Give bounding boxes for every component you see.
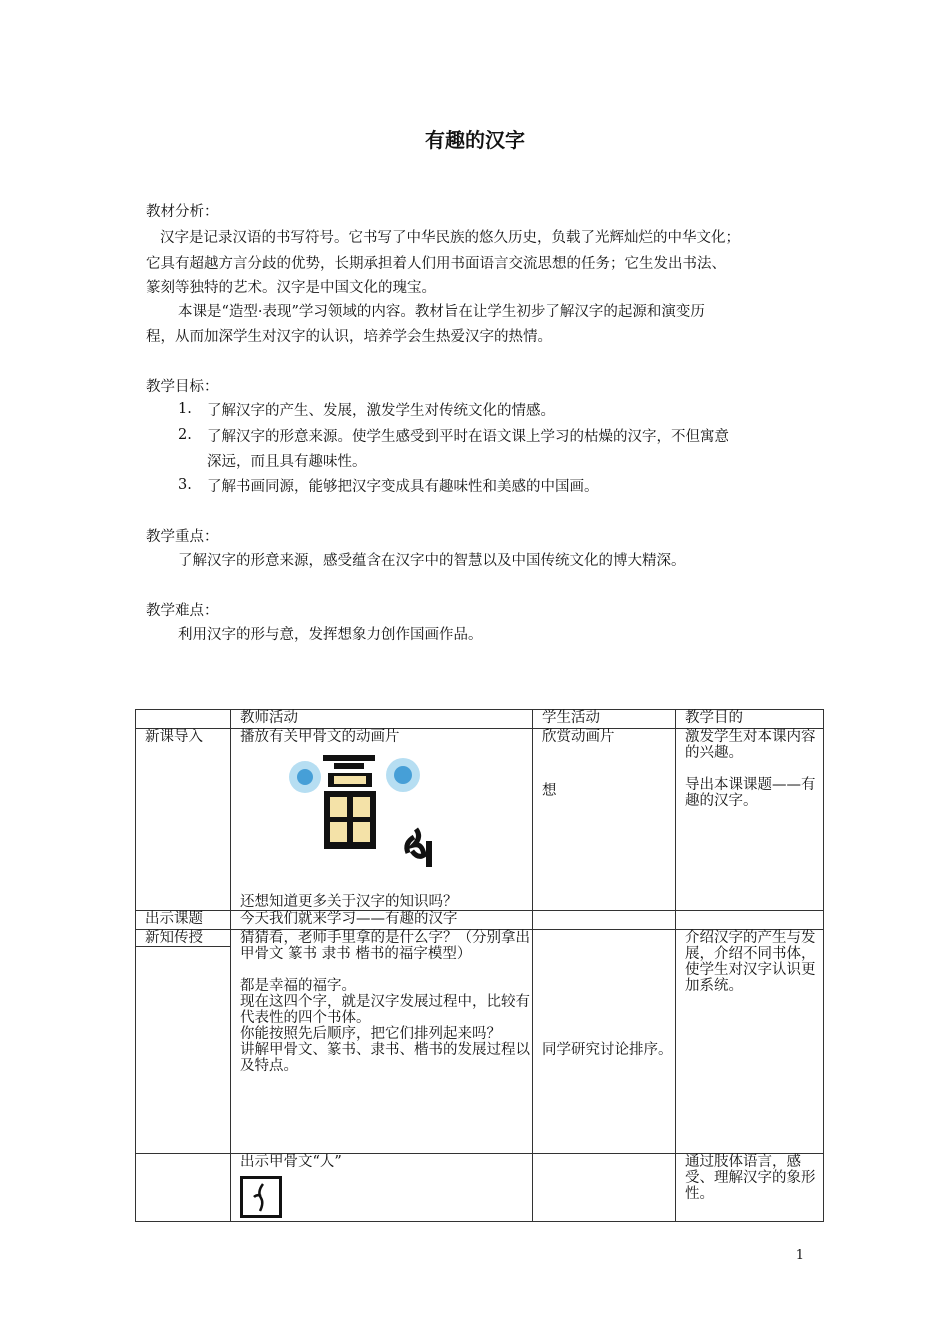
table-row: [136, 1154, 824, 1222]
teacher-text: 都是幸福的福字。: [240, 978, 356, 994]
student-activity-cell: [533, 1154, 676, 1222]
table-header-row: [136, 710, 824, 729]
purpose-text: 激发学生对本课内容的兴趣。: [685, 729, 816, 761]
table-row: [136, 729, 824, 911]
objective-text: 了解书画同源，能够把汉字变成具有趣味性和美感的中国画。: [207, 479, 599, 495]
objective-text: 深远，而且具有趣味性。: [207, 454, 367, 470]
objective-text: 了解汉字的产生、发展，激发学生对传统文化的情感。: [207, 403, 555, 419]
student-activity-cell: [533, 930, 676, 1154]
teacher-activity-cell: 今天我们就来学习——有趣的汉字: [231, 911, 533, 930]
teacher-text: 猜猜看，老师手里拿的是什么字？（分别拿出甲骨文 篆书 隶书 楷书的福字模型）: [240, 930, 530, 962]
teacher-text: 出示甲骨文“人”: [240, 1154, 342, 1170]
student-text: 同学研究讨论排序。: [542, 1042, 673, 1058]
student-text: 欣赏动画片: [542, 729, 615, 745]
objective-text: 了解汉字的形意来源。使学生感受到平时在语文课上学习的枯燥的汉字，不但寓意: [207, 429, 729, 445]
student-text: 想: [542, 783, 557, 799]
analysis-line: 它具有超越方言分歧的优势，长期承担着人们用书面语言交流思想的任务；它生发出书法、: [146, 256, 726, 272]
difficulty-text: 利用汉字的形与意，发挥想象力创作国画作品。: [178, 627, 483, 643]
analysis-line: 篆刻等独特的艺术。汉字是中国文化的瑰宝。: [146, 280, 436, 296]
table-header-cell: 教师活动: [231, 710, 533, 729]
table-header-cell: [136, 710, 231, 729]
ren-character-svg: [243, 1179, 279, 1215]
teacher-text: 还想知道更多关于汉字的知识吗？: [240, 894, 458, 910]
objective-number: 2.: [178, 427, 192, 443]
animation-still-svg: [268, 749, 458, 869]
teacher-activity-cell: [231, 729, 533, 911]
keypoint-text: 了解汉字的形意来源，感受蕴含在汉字中的智慧以及中国传统文化的博大精深。: [178, 553, 686, 569]
page-number: 1: [795, 1248, 804, 1263]
teacher-activity-cell: [231, 1154, 533, 1222]
table-header-cell: 学生活动: [533, 710, 676, 729]
teacher-text: 讲解甲骨文、篆书、隶书、楷书的发展过程以及特点。: [240, 1042, 530, 1074]
difficulty-heading: 教学难点：: [146, 603, 219, 619]
purpose-cell: 通过肢体语言，感受、理解汉字的象形性。: [676, 1154, 824, 1222]
oracle-bone-animation-image: [240, 745, 532, 873]
document-title: 有趣的汉字: [425, 128, 525, 152]
objective-number: 3.: [178, 477, 192, 493]
stage-cell: [136, 1154, 231, 1222]
teacher-text: 你能按照先后顺序，把它们排列起来吗？: [240, 1026, 501, 1042]
teacher-text: 播放有关甲骨文的动画片: [240, 729, 400, 745]
teacher-text: 现在这四个字，就是汉字发展过程中，比较有代表性的四个书体。: [240, 994, 530, 1026]
stage-cell: [136, 930, 231, 1154]
lesson-plan-table: [135, 709, 824, 1222]
analysis-line: 程，从而加深学生对汉字的认识，培养学会生热爱汉字的热情。: [146, 329, 552, 345]
stage-label: 新知传授: [136, 930, 230, 947]
teacher-activity-cell: [231, 930, 533, 1154]
oracle-bone-ren-image: [240, 1176, 282, 1218]
table-header-cell: 教学目的: [676, 710, 824, 729]
objective-number: 1.: [178, 401, 192, 417]
purpose-cell: [676, 911, 824, 930]
purpose-text: 导出本课课题——有趣的汉字。: [685, 777, 816, 809]
objectives-heading: 教学目标：: [146, 379, 219, 395]
stage-cell: 新课导入: [136, 729, 231, 911]
student-activity-cell: [533, 729, 676, 911]
analysis-line: 汉字是记录汉语的书写符号。它书写了中华民族的悠久历史，负载了光辉灿烂的中华文化；: [160, 230, 740, 246]
analysis-line: 本课是“造型·表现”学习领域的内容。教材旨在让学生初步了解汉字的起源和演变历: [178, 304, 705, 320]
stage-cell: 出示课题: [136, 911, 231, 930]
analysis-heading: 教材分析：: [146, 204, 219, 220]
purpose-cell: 介绍汉字的产生与发展，介绍不同书体，使学生对汉字认识更加系统。: [676, 930, 824, 1154]
table-row: [136, 911, 824, 930]
keypoint-heading: 教学重点：: [146, 529, 219, 545]
purpose-cell: [676, 729, 824, 911]
student-activity-cell: [533, 911, 676, 930]
table-row: [136, 930, 824, 1154]
